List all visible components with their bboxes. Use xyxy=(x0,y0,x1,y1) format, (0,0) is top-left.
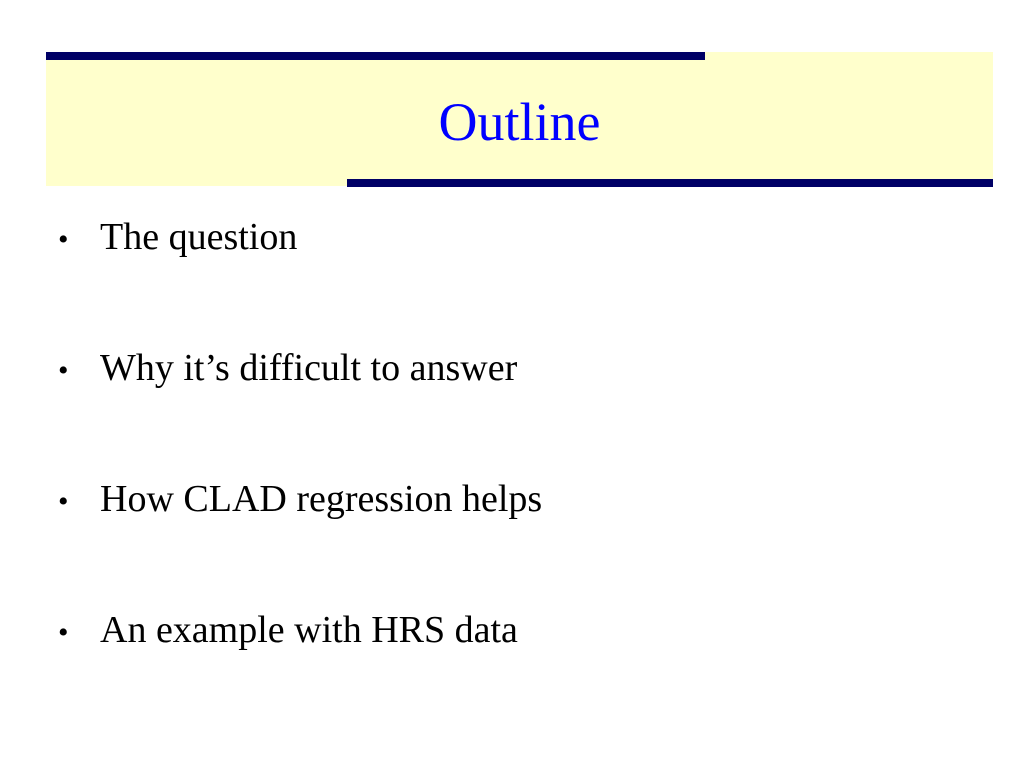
bullet-text: An example with HRS data xyxy=(100,609,518,651)
bullet-item xyxy=(58,210,542,341)
bullet-list xyxy=(58,210,542,734)
slide-title: Outline xyxy=(438,92,601,152)
title-bottom-rule xyxy=(347,179,993,187)
bullet-text: Why it’s difficult to answer xyxy=(100,347,518,389)
bullet-item xyxy=(58,341,542,472)
bullet-icon: • xyxy=(58,354,69,387)
title-top-rule xyxy=(46,52,705,60)
bullet-item xyxy=(58,603,542,734)
bullet-icon: • xyxy=(58,223,69,256)
bullet-icon: • xyxy=(58,485,69,518)
bullet-text: How CLAD regression helps xyxy=(100,478,543,520)
bullet-text: The question xyxy=(100,216,298,258)
bullet-icon: • xyxy=(58,616,69,649)
bullet-item xyxy=(58,472,542,603)
